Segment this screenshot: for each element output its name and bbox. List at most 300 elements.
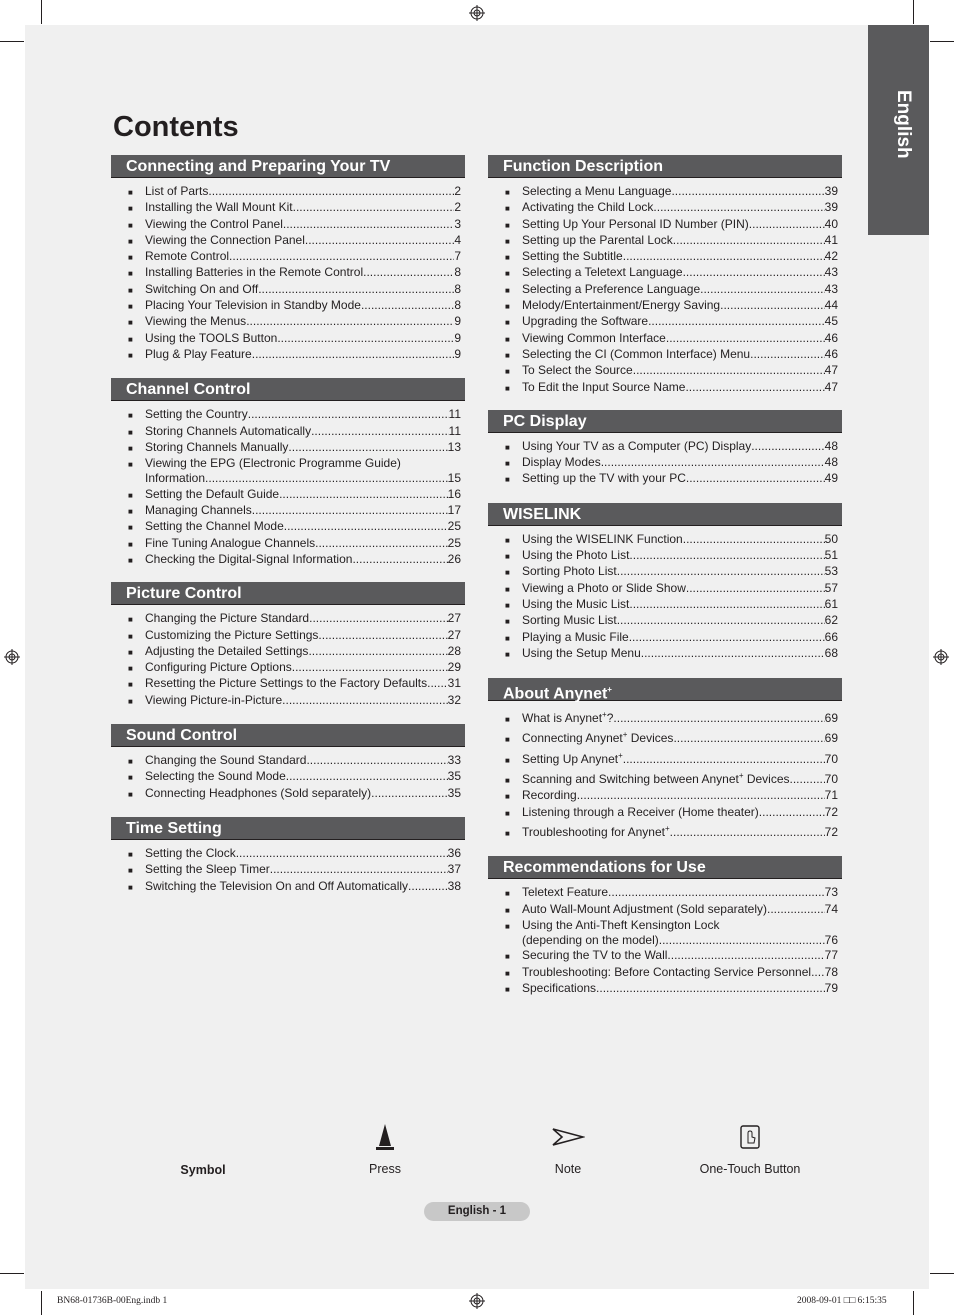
contents-entry[interactable] [128,184,461,200]
dot-leader [318,628,447,643]
entry-page-number: 68 [824,645,838,660]
bullet-icon: ■ [128,539,133,549]
contents-entry[interactable] [505,918,838,949]
dot-leader [305,233,454,248]
entry-page-number: 72 [824,804,838,819]
contents-left-column [111,155,465,895]
entry-title: Upgrading the Software [522,314,649,329]
dot-leader [613,711,824,726]
entry-title: Using the Anti-Theft Kensington Lock [522,917,720,932]
contents-entry[interactable] [505,948,838,964]
contents-section [488,856,842,997]
entry-page-number: 69 [824,711,838,726]
entry-title: Setting the Sleep Timer [145,862,270,877]
entry-title: Melody/Entertainment/Energy Saving [522,298,721,313]
contents-entry[interactable] [128,846,461,862]
symbol-note [528,1120,608,1176]
dot-leader [629,597,824,612]
entry-title: Setting the Default Guide [145,486,280,501]
section-item-list [488,879,842,997]
entry-page-number: 61 [824,596,838,611]
symbol-one-touch-label: One-Touch Button [699,1162,801,1176]
section-heading: WISELINK [488,503,842,526]
entry-title: Plug & Play Feature [145,346,252,361]
bullet-icon: ■ [128,269,133,279]
entry-page-number: 2 [454,184,461,198]
entry-page-number: 33 [447,753,461,768]
dot-leader [252,347,455,362]
entry-title: Selecting the Sound Mode [145,769,286,784]
contents-entry[interactable] [128,265,461,281]
entry-title: Securing the TV to the Wall [522,948,668,963]
entry-page-number: 45 [824,314,838,329]
entry-page-number: 27 [447,627,461,642]
contents-entry[interactable] [505,471,838,487]
contents-entry[interactable] [128,424,461,440]
contents-entry[interactable] [128,314,461,330]
dot-leader [601,455,825,470]
contents-entry[interactable] [505,768,838,788]
entry-page-number: 62 [824,613,838,628]
entry-title: Viewing Common Interface [522,330,666,345]
contents-entry[interactable] [505,965,838,981]
dot-leader [577,788,825,803]
one-touch-button-icon [738,1120,762,1156]
bullet-icon: ■ [505,649,510,659]
entry-page-number: 27 [447,611,461,626]
bullet-icon: ■ [505,552,510,562]
entry-page-number: 47 [824,363,838,378]
entry-page-number: 48 [824,438,838,453]
contents-entry[interactable] [128,519,461,535]
contents-entry[interactable] [505,439,838,455]
entry-page-number: 29 [447,660,461,675]
bullet-icon: ■ [505,776,510,786]
dot-leader [205,471,448,486]
contents-entry[interactable] [505,548,838,564]
bullet-icon: ■ [128,882,133,892]
entry-title: Customizing the Picture Settings [145,627,319,642]
entry-title: Installing Batteries in the Remote Control [145,265,364,280]
entry-page-number: 47 [824,379,838,394]
contents-entry[interactable] [128,660,461,676]
entry-page-number: 66 [824,629,838,644]
contents-entry[interactable] [128,676,461,692]
bullet-icon: ■ [505,383,510,393]
contents-entry[interactable] [128,862,461,878]
entry-page-number: 39 [824,200,838,215]
dot-leader [288,440,447,455]
contents-entry[interactable] [505,788,838,804]
entry-page-number: 26 [447,551,461,566]
dot-leader [629,548,824,563]
contents-entry[interactable] [505,613,838,629]
bullet-icon: ■ [128,350,133,360]
section-item-list [488,433,842,488]
entry-title: Viewing the EPG (Electronic Programme Guide) [145,456,401,471]
bullet-icon: ■ [505,334,510,344]
section-heading: Channel Control [111,378,465,401]
contents-entry[interactable] [128,200,461,216]
entry-page-number: 37 [447,862,461,877]
bullet-icon: ■ [128,220,133,230]
section-item-list [111,840,465,895]
entry-title: Troubleshooting for Anynet+ [522,823,670,839]
dot-leader [236,846,448,861]
entry-page-number: 16 [447,486,461,501]
contents-entry[interactable] [505,217,838,233]
dot-leader [641,646,825,661]
entry-page-number: 9 [454,314,461,329]
contents-entry[interactable] [128,487,461,503]
entry-title: Changing the Picture Standard [145,611,310,626]
contents-entry[interactable] [505,727,838,747]
registration-mark-icon [469,1293,485,1309]
dot-leader [673,731,824,746]
section-item-list [111,401,465,568]
dot-leader [683,265,825,280]
entry-title: Setting Up Your Personal ID Number (PIN) [522,216,749,231]
dot-leader [427,676,448,691]
crop-mark [930,1273,954,1274]
contents-entry[interactable] [505,233,838,249]
entry-page-number: 70 [824,772,838,787]
contents-section [488,155,842,396]
dot-leader [673,233,825,248]
contents-entry[interactable] [505,902,838,918]
contents-entry[interactable] [128,503,461,519]
bullet-icon: ■ [505,968,510,978]
contents-entry[interactable] [505,184,838,200]
entry-title: Viewing Picture-in-Picture [145,692,283,707]
entry-title: Remote Control [145,249,230,264]
symbol-press-label: Press [369,1162,401,1176]
crop-mark [41,1291,42,1315]
entry-title: Teletext Feature [522,885,609,900]
entry-page-number: 7 [454,249,461,264]
contents-entry[interactable] [128,536,461,552]
entry-page-number: 72 [824,824,838,839]
print-date-info: 2008-09-01 □□ 6:15:35 [797,1296,887,1306]
entry-page-number: 51 [824,548,838,563]
entry-title: Switching the Television On and Off Automatically [145,878,409,893]
entry-title: Installing the Wall Mount Kit [145,200,293,215]
entry-page-number: 43 [824,281,838,296]
bullet-icon: ■ [128,302,133,312]
note-icon [551,1120,585,1156]
dot-leader [683,532,825,547]
dot-leader [750,347,825,362]
entry-page-number: 74 [824,901,838,916]
contents-entry[interactable] [505,331,838,347]
contents-entry[interactable] [505,597,838,613]
entry-title: Changing the Sound Standard [145,753,307,768]
registration-mark-icon [469,5,485,21]
bullet-icon: ■ [505,568,510,578]
contents-entry[interactable] [505,347,838,363]
entry-page-number: 53 [824,564,838,579]
entry-page-number: 8 [454,298,461,313]
contents-entry[interactable] [128,298,461,314]
dot-leader [208,184,454,199]
crop-mark [0,1273,24,1274]
entry-page-number: 44 [824,298,838,313]
contents-entry[interactable] [128,347,461,363]
entry-title: Connecting Headphones (Sold separately) [145,785,372,800]
dot-leader [293,200,455,215]
contents-entry[interactable] [505,455,838,471]
dot-leader [311,424,448,439]
bullet-icon: ■ [505,535,510,545]
contents-entry[interactable] [505,564,838,580]
bullet-icon: ■ [128,757,133,767]
entry-title: Selecting a Menu Language [522,184,672,198]
entry-page-number: 49 [824,471,838,486]
entry-page-number: 39 [824,184,838,198]
dot-leader [277,331,454,346]
language-side-tab-label: English [893,90,914,159]
bullet-icon: ■ [505,442,510,452]
contents-entry[interactable] [128,879,461,895]
entry-page-number: 70 [824,751,838,766]
crop-mark [913,0,914,24]
entry-page-number: 25 [447,519,461,534]
entry-page-number: 42 [824,249,838,264]
contents-entry[interactable] [505,748,838,768]
entry-page-number: 50 [824,531,838,546]
entry-title: Viewing the Menus [145,314,247,329]
symbol-note-label: Note [554,1162,582,1176]
bullet-icon: ■ [505,236,510,246]
bullet-icon: ■ [505,459,510,469]
contents-entry[interactable] [505,380,838,396]
contents-entry[interactable] [128,331,461,347]
dot-leader [229,249,454,264]
contents-entry[interactable] [505,200,838,216]
section-item-list [488,178,842,396]
entry-title: Resetting the Picture Settings to the Factory Defaults [145,676,428,691]
bullet-icon: ■ [505,715,510,725]
entry-title: Switching On and Off [145,281,259,296]
contents-entry[interactable] [128,753,461,769]
entry-page-number: 4 [454,232,461,247]
entry-page-number: 78 [824,964,838,979]
contents-entry[interactable] [505,282,838,298]
bullet-icon: ■ [128,866,133,876]
contents-entry[interactable] [505,805,838,821]
contents-entry[interactable] [128,769,461,785]
dot-leader [653,200,824,215]
contents-entry[interactable] [128,282,461,298]
entry-page-number: 57 [824,580,838,595]
entry-page-number: 11 [448,407,461,422]
entry-title: Using the Setup Menu [522,645,641,660]
contents-section [111,378,465,568]
entry-page-number: 32 [447,692,461,707]
crop-mark [0,41,24,42]
entry-title-continued: (depending on the model) [522,933,659,948]
bullet-icon: ■ [128,696,133,706]
dot-leader [811,965,825,980]
bullet-icon: ■ [128,411,133,421]
section-item-list [111,747,465,802]
contents-entry[interactable] [128,644,461,660]
entry-page-number: 73 [824,885,838,900]
section-heading: Picture Control [111,582,465,605]
dot-leader [248,407,449,422]
contents-entry[interactable] [128,440,461,456]
entry-page-number: 48 [824,455,838,470]
entry-page-number: 46 [824,330,838,345]
dot-leader [371,786,447,801]
bullet-icon: ■ [128,285,133,295]
contents-entry[interactable] [128,407,461,423]
entry-page-number: 43 [824,265,838,280]
dot-leader [751,439,824,454]
entry-page-number: 69 [824,731,838,746]
bullet-icon: ■ [505,220,510,230]
contents-entry[interactable] [505,646,838,662]
bullet-icon: ■ [128,188,133,197]
dot-leader [284,519,448,534]
entry-title: Setting the Country [145,407,248,422]
contents-entry[interactable] [505,249,838,265]
dot-leader [633,363,825,378]
entry-title: Auto Wall-Mount Adjustment (Sold separately) [522,901,767,916]
contents-entry[interactable] [505,532,838,548]
entry-page-number: 36 [447,845,461,860]
contents-entry[interactable] [505,981,838,997]
section-heading: About Anynet+ [488,678,842,701]
entry-title: Storing Channels Manually [145,439,289,454]
contents-entry[interactable] [128,456,461,487]
dot-leader [759,805,825,820]
dot-leader [617,613,825,628]
bullet-icon: ■ [505,600,510,610]
dot-leader [685,380,824,395]
bullet-icon: ■ [505,828,510,838]
dot-leader [767,902,825,917]
dot-leader [309,611,448,626]
bullet-icon: ■ [505,302,510,312]
contents-entry[interactable] [128,552,461,568]
contents-entry[interactable] [128,693,461,709]
contents-entry[interactable] [505,363,838,379]
dot-leader [308,644,447,659]
dot-leader [270,862,448,877]
bullet-icon: ■ [505,475,510,485]
bullet-icon: ■ [505,285,510,295]
entry-page-number: 31 [447,676,461,691]
dot-leader [670,825,825,840]
entry-title: Specifications [522,980,597,995]
entry-title: Adjusting the Detailed Settings [145,643,309,658]
entry-title: Using Your TV as a Computer (PC) Display [522,438,752,453]
section-item-list [488,701,842,841]
contents-entry[interactable] [128,233,461,249]
bullet-icon: ■ [505,367,510,377]
registration-mark-icon [933,649,949,665]
bullet-icon: ■ [128,507,133,517]
dot-leader [361,298,454,313]
entry-title: Viewing the Connection Panel [145,232,305,247]
dot-leader [352,552,447,567]
dot-leader [283,217,454,232]
contents-entry[interactable] [505,314,838,330]
dot-leader [671,184,824,199]
entry-title: Using the Music List [522,596,630,611]
page-title: Contents [113,111,239,143]
entry-title: To Edit the Input Source Name [522,379,686,394]
contents-entry[interactable] [505,885,838,901]
dot-leader [258,282,454,297]
bullet-icon: ■ [128,253,133,263]
contents-entry[interactable] [505,581,838,597]
contents-section [488,678,842,841]
bullet-icon: ■ [505,889,510,899]
entry-title: What is Anynet+? [522,710,614,726]
entry-page-number: 35 [447,769,461,784]
entry-title: To Select the Source [522,363,633,378]
contents-entry[interactable] [128,249,461,265]
contents-entry[interactable] [505,298,838,314]
dot-leader [623,752,825,767]
entry-title: Storing Channels Automatically [145,423,312,438]
entry-title: Setting up the TV with your PC [522,471,686,486]
bullet-icon: ■ [128,773,133,783]
entry-title: Configuring Picture Options [145,660,292,675]
contents-entry[interactable] [128,611,461,627]
entry-page-number: 3 [454,216,461,231]
symbol-one-touch [690,1120,810,1176]
contents-entry[interactable] [505,821,838,841]
registration-mark-icon [4,649,20,665]
entry-title: List of Parts [145,184,209,198]
contents-entry[interactable] [128,217,461,233]
contents-entry[interactable] [505,265,838,281]
entry-title: Using the WISELINK Function [522,531,683,546]
section-heading: Time Setting [111,817,465,840]
entry-title: Fine Tuning Analogue Channels [145,535,316,550]
contents-entry[interactable] [128,786,461,802]
entry-page-number: 8 [454,265,461,280]
entry-title: Listening through a Receiver (Home theater) [522,804,759,819]
print-file-info: BN68-01736B-00Eng.indb 1 [57,1296,168,1306]
entry-title: Connecting Anynet+ Devices [522,730,674,746]
dot-leader [686,581,825,596]
entry-title: Viewing a Photo or Slide Show [522,580,686,595]
contents-entry[interactable] [505,630,838,646]
bullet-icon: ■ [128,204,133,214]
bullet-icon: ■ [505,792,510,802]
dot-leader [623,249,825,264]
entry-title: Setting Up Anynet+ [522,750,623,766]
entry-title: Selecting a Teletext Language [522,265,683,280]
entry-title: Setting up the Parental Lock [522,232,673,247]
contents-section [111,155,465,363]
section-heading: Recommendations for Use [488,856,842,879]
section-heading: PC Display [488,410,842,433]
contents-section [111,582,465,709]
entry-page-number: 8 [454,281,461,296]
contents-entry[interactable] [128,628,461,644]
entry-title: Activating the Child Lock [522,200,654,215]
contents-entry[interactable] [505,707,838,727]
dot-leader [700,282,825,297]
entry-page-number: 13 [447,439,461,454]
bullet-icon: ■ [505,921,510,931]
entry-page-number: 28 [447,643,461,658]
